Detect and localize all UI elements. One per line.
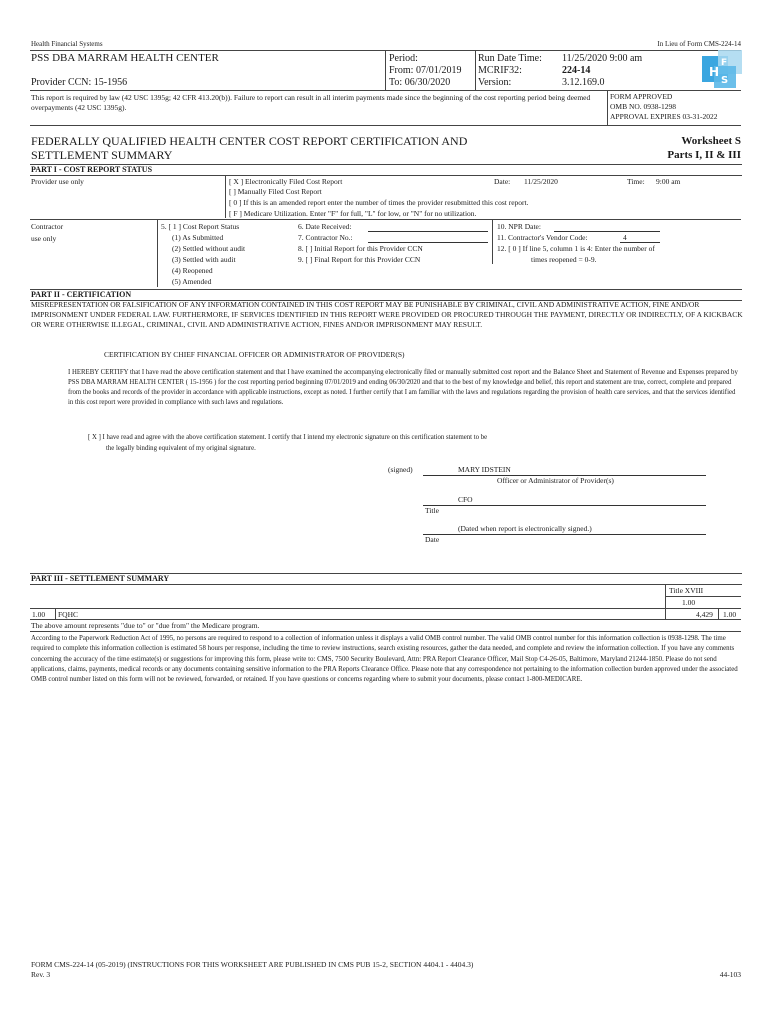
fqhc-settlement-value: 4,429 — [696, 610, 713, 619]
electronically-filed: [ X ] Electronically Filed Cost Report — [229, 177, 343, 186]
manually-filed: [ ] Manually Filed Cost Report — [229, 187, 322, 196]
version-label: Version: — [478, 77, 512, 88]
system-name: Health Financial Systems — [31, 40, 103, 48]
provider-name: PSS DBA MARRAM HEALTH CENTER — [31, 52, 219, 64]
agree-statement-cont: the legally binding equivalent of my original signature. — [106, 445, 256, 452]
final-report: 9. [ ] Final Report for this Provider CCN — [298, 255, 421, 264]
form-title-line2: SETTLEMENT SUMMARY — [31, 148, 173, 162]
status-settled-without-audit: (2) Settled without audit — [172, 244, 246, 253]
approval-expires: APPROVAL EXPIRES 03-31-2022 — [610, 112, 718, 121]
worksheet-parts: Parts I, II & III — [667, 149, 741, 161]
row-line-number-right: 1.00 — [723, 610, 737, 619]
hfs-logo-icon — [700, 48, 744, 92]
times-reopened-range: times reopened = 0-9. — [531, 255, 597, 264]
signed-label: (signed) — [388, 465, 413, 474]
omb-number: OMB NO. 0938-1298 — [610, 102, 677, 111]
status-amended: (5) Amended — [172, 277, 212, 286]
part2-heading: PART II - CERTIFICATION — [30, 289, 742, 301]
certification-title: CERTIFICATION BY CHIEF FINANCIAL OFFICER OR ADMINISTRATOR OF PROVIDER(S) — [104, 350, 405, 359]
date-received-label: 6. Date Received: — [298, 222, 352, 231]
dated-note: (Dated when report is electronically signed.) — [458, 524, 592, 533]
signer-title: CFO — [458, 495, 473, 504]
version-value: 3.12.169.0 — [562, 77, 605, 88]
worksheet-label: Worksheet S — [681, 135, 741, 147]
mcrif-label: MCRIF32: — [478, 65, 522, 76]
row-label-fqhc: FQHC — [58, 610, 79, 619]
initial-report: 8. [ ] Initial Report for this Provider CCN — [298, 244, 423, 253]
run-date-label: Run Date Time: — [478, 53, 542, 64]
contractor-label: Contractor — [31, 222, 64, 231]
paperwork-reduction-act: According to the Paperwork Reduction Act of 1995, no persons are required to respond to a collection of information unless it displays a valid OMB control number. The valid OMB control number for this information collection is 0938-1298. The time required to complete this information collection is estimated 58 hours per response, including the time to review instructions, search existing resources, gather the data needed, and complete and review the information collection. If you have any comments concerning the accuracy of the time estimate(s) or suggestions for improving this form, please write to: CMS, 7500 Security Boulevard, Attn: PRA Report Clearance Officer, Mail Stop C4-26-05, Baltimore, Maryland 21244-1850. Please do not send applications, claims, payments, medical records or any documents containing sensitive information to the PRA Reports Clearance Office. Please note that any correspondence not pertaining to the information collection burden approved under the associated OMB control number listed on this form will not be reviewed, forwarded, or retained. If you have questions or concerns regarding where to submit your documents, please contact 1-800-MEDICARE. — [31, 635, 738, 684]
amended-report: [ 0 ] If this is an amended report enter the number of times the provider resubmitted this cost report. — [229, 198, 529, 207]
times-reopened: 12. [ 0 ] If line 5, column 1 is 4: Enter the number of — [497, 244, 655, 253]
svg-text:F: F — [721, 58, 728, 68]
mcrif-value: 224-14 — [562, 65, 591, 76]
run-date-value: 11/25/2020 9:00 am — [562, 53, 643, 64]
footer-page-number: 44-103 — [719, 970, 741, 979]
footer-rev: Rev. 3 — [31, 970, 51, 979]
title-xviii-header: Title XVIII — [669, 586, 704, 595]
footer-form-id: FORM CMS-224-14 (05-2019) (INSTRUCTIONS FOR THIS WORKSHEET ARE PUBLISHED IN CMS PUB 15-2, SECTION 4404.1 - 4404.3) — [31, 960, 474, 969]
status-settled-with-audit: (3) Settled with audit — [172, 255, 236, 264]
filed-time: 9:00 am — [656, 177, 681, 186]
period-from: From: 07/01/2019 — [389, 65, 462, 76]
provider-use-only: Provider use only — [31, 177, 84, 186]
date-label: Date — [425, 535, 440, 544]
filed-date: 11/25/2020 — [524, 177, 558, 186]
contractor-no-label: 7. Contractor No.: — [298, 233, 353, 242]
form-title-line1: FEDERALLY QUALIFIED HEALTH CENTER COST REPORT CERTIFICATION AND — [31, 134, 468, 148]
part1-heading: PART I - COST REPORT STATUS — [30, 164, 742, 176]
form-approved: FORM APPROVED — [610, 92, 673, 101]
use-only-label: use only — [31, 234, 57, 243]
certification-statement: I HEREBY CERTIFY that I have read the above certification statement and that I have examined the accompanying electronically filed or manually submitted cost report and the Balance Sheet and Statement of Revenue and Expenses prepared by PSS DBA MARRAM HEALTH CENTER ( 15-1956 ) for the cost reporting period beginning 07/01/2019 and ending 06/30/2020 and that to the best of my knowledge and belief, this report and statement are true, correct, complete and prepared from the books and records of the provider in accordance with applicable instructions, except as noted. I further certify that I am familiar with the laws and regulations regarding the provision of health care services, and that the services identified in this cost report were provided in compliance with such laws and regulations. — [68, 369, 738, 406]
certification-warning: MISREPRESENTATION OR FALSIFICATION OF ANY INFORMATION CONTAINED IN THIS COST REPORT MAY BE PUNISHABLE BY CRIMINAL, CIVIL AND ADMINISTRATIVE ACTION, FINE AND/OR IMPRISONMENT UNDER FEDERAL LAW. FURTHERMORE, IF SERVICES IDENTIFIED IN THIS REPORT WERE PROVIDED OR PROCURED THROUGH THE PAYMENT, DIRECTLY OR INDIRECTLY, OF A KICKBACK OR WERE OTHERWISE ILLEGAL, CRIMINAL, CIVIL AND ADMINISTRATIVE ACTION, FINES AND/OR IMPRISONMENT MAY RESULT. — [31, 300, 743, 329]
period-to: To: 06/30/2020 — [389, 77, 451, 88]
row-line-number: 1.00 — [32, 610, 46, 619]
period-label: Period: — [389, 53, 418, 64]
part3-heading: PART III - SETTLEMENT SUMMARY — [30, 573, 742, 585]
status-as-submitted: (1) As Submitted — [172, 233, 224, 242]
signer-name: MARY IDSTEIN — [458, 465, 511, 474]
agree-statement: [ X ] I have read and agree with the above certification statement. I certify that I intend my electronic signature on this certification statement to be — [88, 434, 488, 441]
vendor-code-label: 11. Contractor's Vendor Code: — [497, 233, 588, 242]
medicare-utilization: [ F ] Medicare Utilization. Enter "F" for full, "L" for low, or "N" for no utilization. — [229, 209, 477, 218]
in-lieu-of-form: In Lieu of Form CMS-224-14 — [657, 40, 741, 48]
provider-ccn: Provider CCN: 15-1956 — [31, 77, 128, 88]
filed-time-label: Time: — [627, 177, 645, 186]
npr-date-label: 10. NPR Date: — [497, 222, 541, 231]
filed-date-label: Date: — [494, 177, 511, 186]
svg-text:H: H — [709, 65, 720, 79]
vendor-code-value: 4 — [623, 233, 627, 242]
svg-text:S: S — [721, 75, 729, 86]
signer-role: Officer or Administrator of Provider(s) — [497, 476, 614, 485]
settlement-note: The above amount represents "due to" or "due from" the Medicare program. — [31, 621, 260, 630]
legal-notice: This report is required by law (42 USC 1395g; 42 CFR 413.20(b)). Failure to report can result in all interim payments made since the beginning of the cost reporting period being deemed overpayments (42 USC 1395g). — [31, 93, 591, 112]
status-reopened: (4) Reopened — [172, 266, 213, 275]
cost-report-status: 5. [ 1 ] Cost Report Status — [161, 222, 240, 231]
column-number: 1.00 — [682, 598, 696, 607]
title-label: Title — [425, 506, 439, 515]
